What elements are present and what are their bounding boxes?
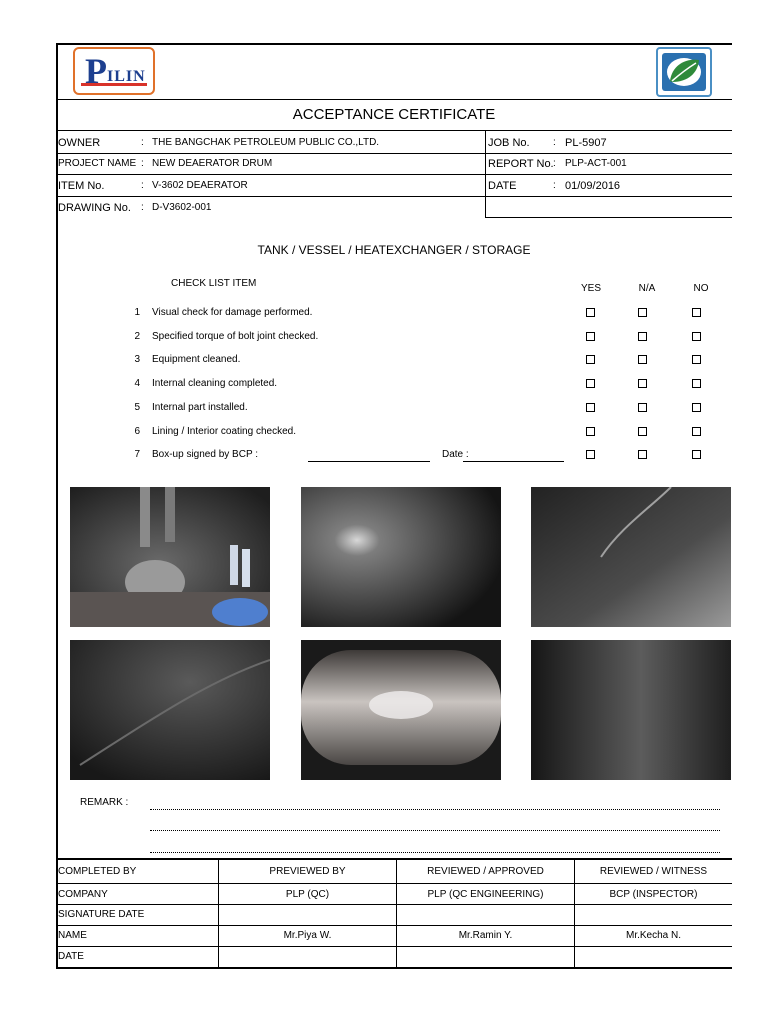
checklist-item-text: Visual check for damage performed. <box>152 307 313 318</box>
col-yes-header: YES <box>580 283 601 294</box>
signoff-bottom-rule <box>56 967 732 969</box>
rule-row2 <box>56 174 732 175</box>
checkbox-na-item-6[interactable] <box>638 427 647 436</box>
signoff-company-plp-qc: PLP (QC) <box>285 889 330 900</box>
signoff-role-witness: REVIEWED / WITNESS <box>599 866 708 877</box>
checkbox-na-item-5[interactable] <box>638 403 647 412</box>
project-label: PROJECT NAME <box>58 158 137 169</box>
owner-label: OWNER <box>58 137 101 149</box>
checkbox-yes-item-7[interactable] <box>586 450 595 459</box>
photo-shell-2 <box>531 487 731 627</box>
rule-title-bottom <box>56 130 732 131</box>
checklist-item-text: Lining / Interior coating checked. <box>152 426 296 437</box>
checklist-item-text: Internal cleaning completed. <box>152 378 278 389</box>
item-colon: : <box>141 180 144 191</box>
signoff-top-rule <box>56 858 732 860</box>
remark-label: REMARK : <box>80 797 129 808</box>
signoff-name-ramin: Mr.Ramin Y. <box>458 930 513 941</box>
signoff-company-plp-qc-eng: PLP (QC ENGINEERING) <box>427 889 544 900</box>
checkbox-yes-item-2[interactable] <box>586 332 595 341</box>
checklist-item-text: Internal part installed. <box>152 402 248 413</box>
checklist-item-number: 5 <box>134 402 140 413</box>
signoff-label-company: COMPANY <box>58 889 108 900</box>
photo-shell-4 <box>531 640 731 780</box>
photo-tank-internals <box>70 487 270 627</box>
checkbox-no-item-5[interactable] <box>692 403 701 412</box>
job-label: JOB No. <box>488 137 530 149</box>
signoff-rule-2 <box>56 904 732 905</box>
logo-letter-p: P <box>85 51 107 91</box>
date-label: DATE <box>488 180 517 192</box>
pilin-logo <box>73 47 155 95</box>
photo-shell-3 <box>70 640 270 780</box>
photo-pipe <box>301 640 501 780</box>
checkbox-no-item-7[interactable] <box>692 450 701 459</box>
checkbox-no-item-2[interactable] <box>692 332 701 341</box>
checkbox-na-item-1[interactable] <box>638 308 647 317</box>
remark-line-3[interactable] <box>150 852 720 853</box>
job-colon: : <box>553 137 556 148</box>
checklist-item-number: 2 <box>134 331 140 342</box>
checkbox-yes-item-4[interactable] <box>586 379 595 388</box>
report-label: REPORT No. <box>488 158 554 170</box>
drawing-value: D-V3602-001 <box>152 202 212 213</box>
checklist-item-text: Box-up signed by BCP : <box>152 449 258 460</box>
checkbox-yes-item-3[interactable] <box>586 355 595 364</box>
col-no-header: NO <box>693 283 709 294</box>
job-value: PL-5907 <box>565 137 607 149</box>
rule-info-divider <box>485 130 486 218</box>
page-title: ACCEPTANCE CERTIFICATE <box>292 106 496 123</box>
signoff-label-date: DATE <box>58 951 84 962</box>
checkbox-na-item-3[interactable] <box>638 355 647 364</box>
checkbox-no-item-4[interactable] <box>692 379 701 388</box>
photo-shell-1 <box>301 487 501 627</box>
date-colon: : <box>553 180 556 191</box>
checkbox-na-item-2[interactable] <box>638 332 647 341</box>
drawing-colon: : <box>141 202 144 213</box>
report-value: PLP-ACT-001 <box>565 158 627 169</box>
rule-row3 <box>56 196 732 197</box>
checklist-header: CHECK LIST ITEM <box>171 278 257 289</box>
remark-line-2[interactable] <box>150 830 720 831</box>
report-colon: : <box>553 158 556 169</box>
signoff-name-piya: Mr.Piya W. <box>283 930 332 941</box>
checkbox-na-item-4[interactable] <box>638 379 647 388</box>
item-label: ITEM No. <box>58 180 105 192</box>
signoff-label-name: NAME <box>58 930 87 941</box>
checklist-item-number: 6 <box>134 426 140 437</box>
checkbox-yes-item-5[interactable] <box>586 403 595 412</box>
checkbox-yes-item-6[interactable] <box>586 427 595 436</box>
checkbox-no-item-3[interactable] <box>692 355 701 364</box>
signoff-rule-1 <box>56 883 732 884</box>
date-value: 01/09/2016 <box>565 180 621 192</box>
signoff-name-kecha: Mr.Kecha N. <box>625 930 682 941</box>
logo-text: ILIN <box>107 68 146 85</box>
checklist-item-number: 1 <box>134 307 140 318</box>
item-value: V-3602 DEAERATOR <box>152 180 248 191</box>
drawing-label: DRAWING No. <box>58 202 131 214</box>
project-value: NEW DEAERATOR DRUM <box>152 158 273 169</box>
rule-row4-right <box>486 217 732 218</box>
checkbox-no-item-6[interactable] <box>692 427 701 436</box>
checklist-item-number: 7 <box>134 449 140 460</box>
checkbox-no-item-1[interactable] <box>692 308 701 317</box>
signoff-role-approved: REVIEWED / APPROVED <box>427 866 544 877</box>
checklist-item-number: 3 <box>134 354 140 365</box>
section-title: TANK / VESSEL / HEATEXCHANGER / STORAGE <box>257 243 531 257</box>
signoff-company-bcp: BCP (INSPECTOR) <box>609 889 698 900</box>
remark-line-1[interactable] <box>150 809 720 810</box>
boxup-signature-line <box>308 461 430 462</box>
rule-row1 <box>56 153 732 154</box>
checklist-item-text: Specified torque of bolt joint checked. <box>152 331 319 342</box>
project-colon: : <box>141 158 144 169</box>
checkbox-yes-item-1[interactable] <box>586 308 595 317</box>
signoff-role-previewed: PREVIEWED BY <box>269 866 346 877</box>
owner-colon: : <box>141 137 144 148</box>
signoff-rule-3 <box>56 925 732 926</box>
rule-title-top <box>56 99 732 100</box>
boxup-date-label: Date : <box>442 449 469 460</box>
checklist-item-number: 4 <box>134 378 140 389</box>
leaf-icon <box>656 47 712 97</box>
owner-value: THE BANGCHAK PETROLEUM PUBLIC CO.,LTD. <box>152 137 380 148</box>
signoff-rule-4 <box>56 946 732 947</box>
col-na-header: N/A <box>638 283 656 294</box>
signoff-label-completed-by: COMPLETED BY <box>58 866 137 877</box>
checklist-item-text: Equipment cleaned. <box>152 354 241 365</box>
boxup-date-line <box>463 461 564 462</box>
signoff-label-signature-date: SIGNATURE DATE <box>58 909 145 920</box>
checkbox-na-item-7[interactable] <box>638 450 647 459</box>
